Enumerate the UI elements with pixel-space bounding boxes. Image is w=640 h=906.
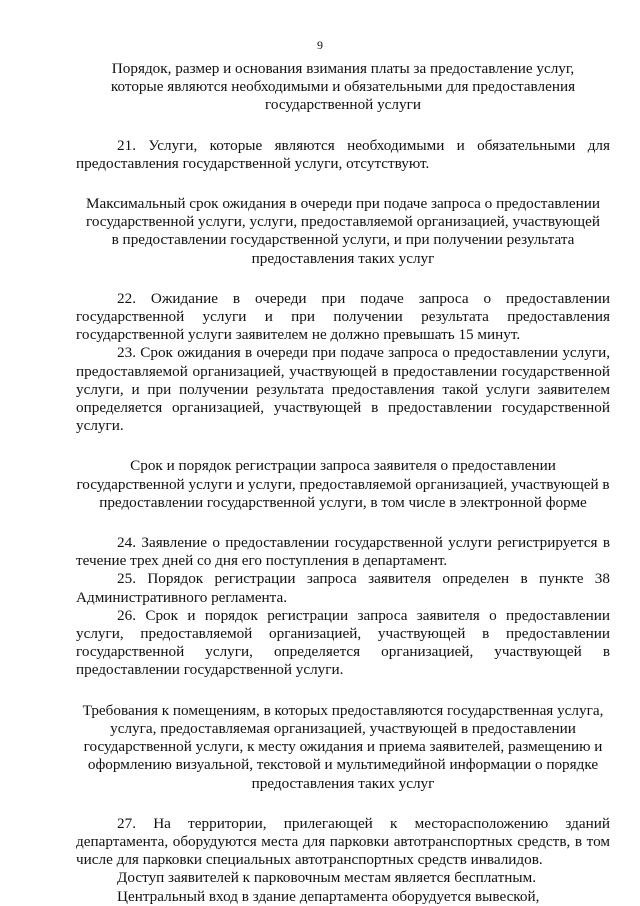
paragraph-21: 21. Услуги, которые являются необходимыми и обязательными для предоставления государственной услуги, отсутствуют. (76, 136, 610, 172)
paragraph-27-entrance: Центральный вход в здание департамента оборудуется вывеской, (117, 887, 540, 905)
paragraph-27-parking-access: Доступ заявителей к парковочным местам является бесплатным. (117, 869, 537, 887)
spacer (76, 173, 610, 195)
page-content (76, 60, 610, 906)
paragraph-27: 27. На территории, прилегающей к месторасположению зданий департамента, оборудуются места для парковки автотранспортных средств, в том числе для парковки специальных автотранспортных средств инвалидов. (76, 814, 610, 869)
paragraph-24: 24. Заявление о предоставлении государственной услуги регистрируется в течение трех дней со дня его поступления в департамент. (76, 534, 610, 570)
section-heading-premises: Требования к помещениям, в которых предоставляются государственная услуга, услуга, предоставляемая организацией, участвующей в предоставлении государственной услуги, к месту ожидания и приема заявителей, размещению и оформлению визуальной, текстовой и мультимедийной информации о порядке предоставления таких услуг (82, 701, 604, 792)
paragraph-25: 25. Порядок регистрации запроса заявителя определен в пункте 38 Административного регламента. (76, 570, 610, 606)
paragraph-23: 23. Срок ожидания в очереди при подаче запроса о предоставлении услуги, предоставляемой организацией, участвующей в предоставлении государственной услуги, и при получении результата предоставления такой услуги заявителем определяется организацией, участвующей в предоставлении государственной услуги. (76, 344, 610, 435)
spacer (76, 512, 610, 534)
section-heading-waiting-time: Максимальный срок ожидания в очереди при подаче запроса о предоставлении государственной услуги, услуги, предоставляемой организацией, участвующей в предоставлении государственной услуги, и при получении результата предоставления таких услуг (85, 195, 601, 267)
section-heading-registration: Срок и порядок регистрации запроса заявителя о предоставлении государственной услуги и услуги, предоставляемой организацией, участвующей в предоставлении государственной услуги, в том числе в электронной форме (76, 457, 610, 511)
spacer (76, 793, 610, 815)
spacer (76, 435, 610, 457)
section-heading-fees: Порядок, размер и основания взимания платы за предоставление услуг, которые являются необходимыми и обязательными для предоставления государственной услуги (110, 60, 576, 114)
spacer (76, 268, 610, 290)
paragraph-26: 26. Срок и порядок регистрации запроса заявителя о предоставлении услуги, предоставляемой организацией, участвующей в предоставлении государственной услуги, определяется организацией, участвующей в предоставлении государственной услуги. (76, 606, 610, 679)
page-number: 9 (317, 38, 323, 52)
paragraph-22: 22. Ожидание в очереди при подаче запроса о предоставлении государственной услуги и при получении результата предоставления государственной услуги заявителем не должно превышать 15 минут. (76, 289, 610, 344)
spacer (76, 115, 610, 137)
spacer (76, 680, 610, 702)
